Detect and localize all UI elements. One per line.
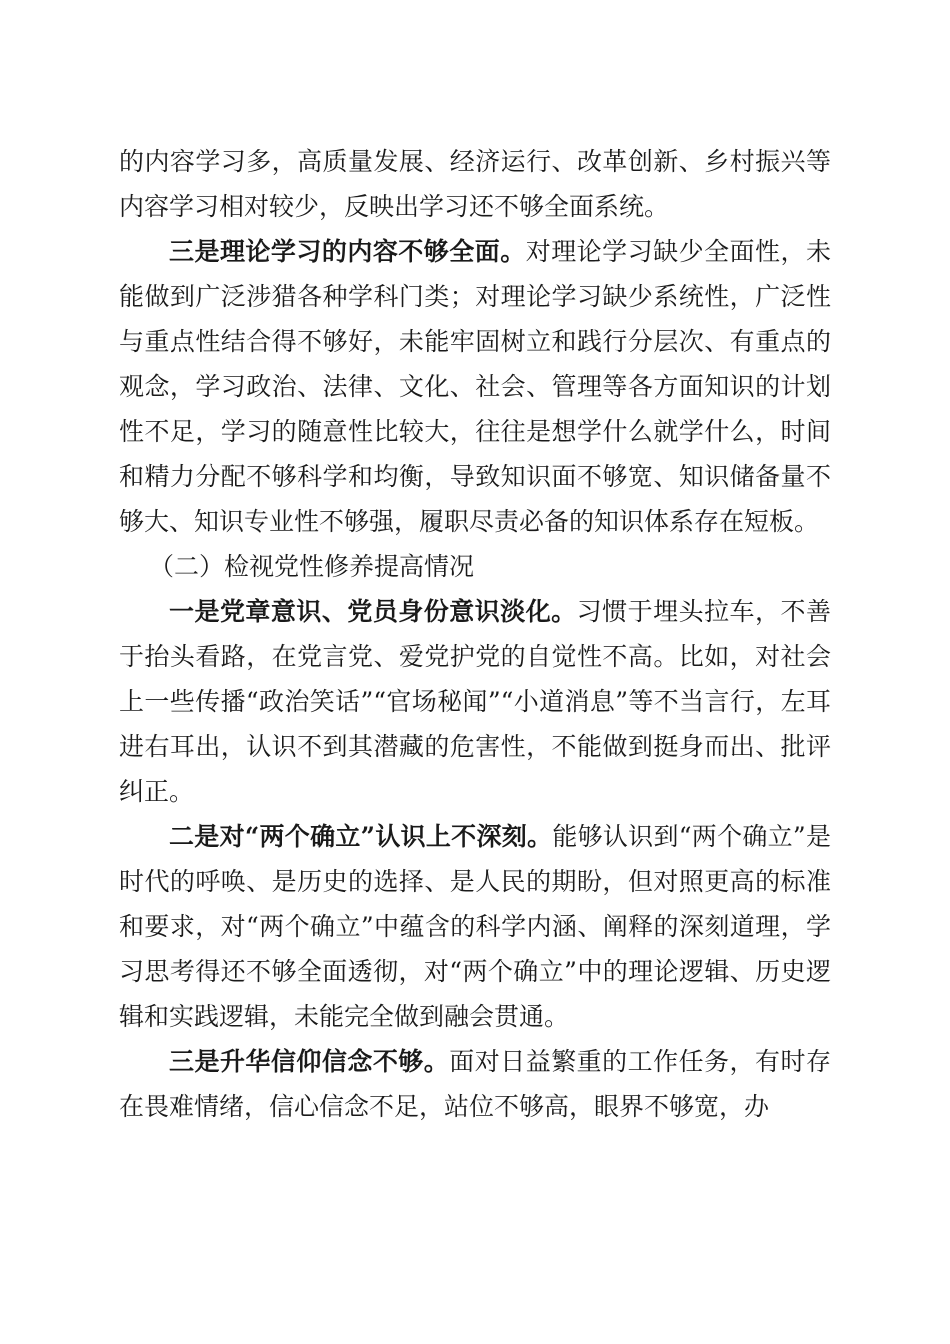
paragraph-text: 习惯于埋头拉车，不善于抬头看路，在党言党、爱党护党的自觉性不高。比如，对社会上一些传播“政治笑话”“官场秘闻”“小道消息”等不当言行，左耳进右耳出，认识不到其潜藏的危害性，不能做到挺身而出、批评纠正。 bbox=[119, 597, 831, 806]
paragraph-faith-belief bbox=[119, 1039, 831, 1129]
paragraph-text: 能够认识到“两个确立”是时代的呼唤、是历史的选择、是人民的期盼，但对照更高的标准和要求，对“两个确立”中蕴含的科学内涵、阐释的深刻道理，学习思考得还不够全面透彻，对“两个确立”中的理论逻辑、历史逻辑和实践逻辑，未能完全做到融会贯通。 bbox=[119, 822, 832, 1031]
paragraph-theory-content bbox=[119, 229, 831, 544]
paragraph-lead: 一是党章意识、党员身份意识淡化。 bbox=[169, 597, 577, 626]
paragraph-lead: 二是对“两个确立”认识上不深刻。 bbox=[169, 822, 553, 851]
paragraph-continued bbox=[119, 139, 831, 229]
document-body bbox=[119, 139, 831, 1129]
paragraph-two-establishes bbox=[119, 814, 831, 1039]
section-heading: （二）检视党性修养提高情况 bbox=[149, 552, 475, 581]
paragraph-party-awareness bbox=[119, 589, 831, 814]
paragraph-text: 面对日益繁重的工作任务，有时存在畏难情绪，信心信念不足，站位不够高，眼界不够宽，办 bbox=[119, 1047, 831, 1121]
paragraph-text: 对理论学习缺少全面性，未能做到广泛涉猎各种学科门类；对理论学习缺少系统性，广泛性与重点性结合得不够好，未能牢固树立和践行分层次、有重点的观念，学习政治、法律、文化、社会、管理等各方面知识的计划性不足，学习的随意性比较大，往往是想学什么就学什么，时间和精力分配不够科学和均衡，导致知识面不够宽、知识储备量不够大、知识专业性不够强，履职尽责必备的知识体系存在短板。 bbox=[119, 237, 831, 536]
paragraph-lead: 三是理论学习的内容不够全面。 bbox=[169, 237, 526, 266]
paragraph-text: 的内容学习多，高质量发展、经济运行、改革创新、乡村振兴等内容学习相对较少，反映出学习还不够全面系统。 bbox=[119, 147, 831, 221]
paragraph-lead: 三是升华信仰信念不够。 bbox=[169, 1047, 450, 1076]
